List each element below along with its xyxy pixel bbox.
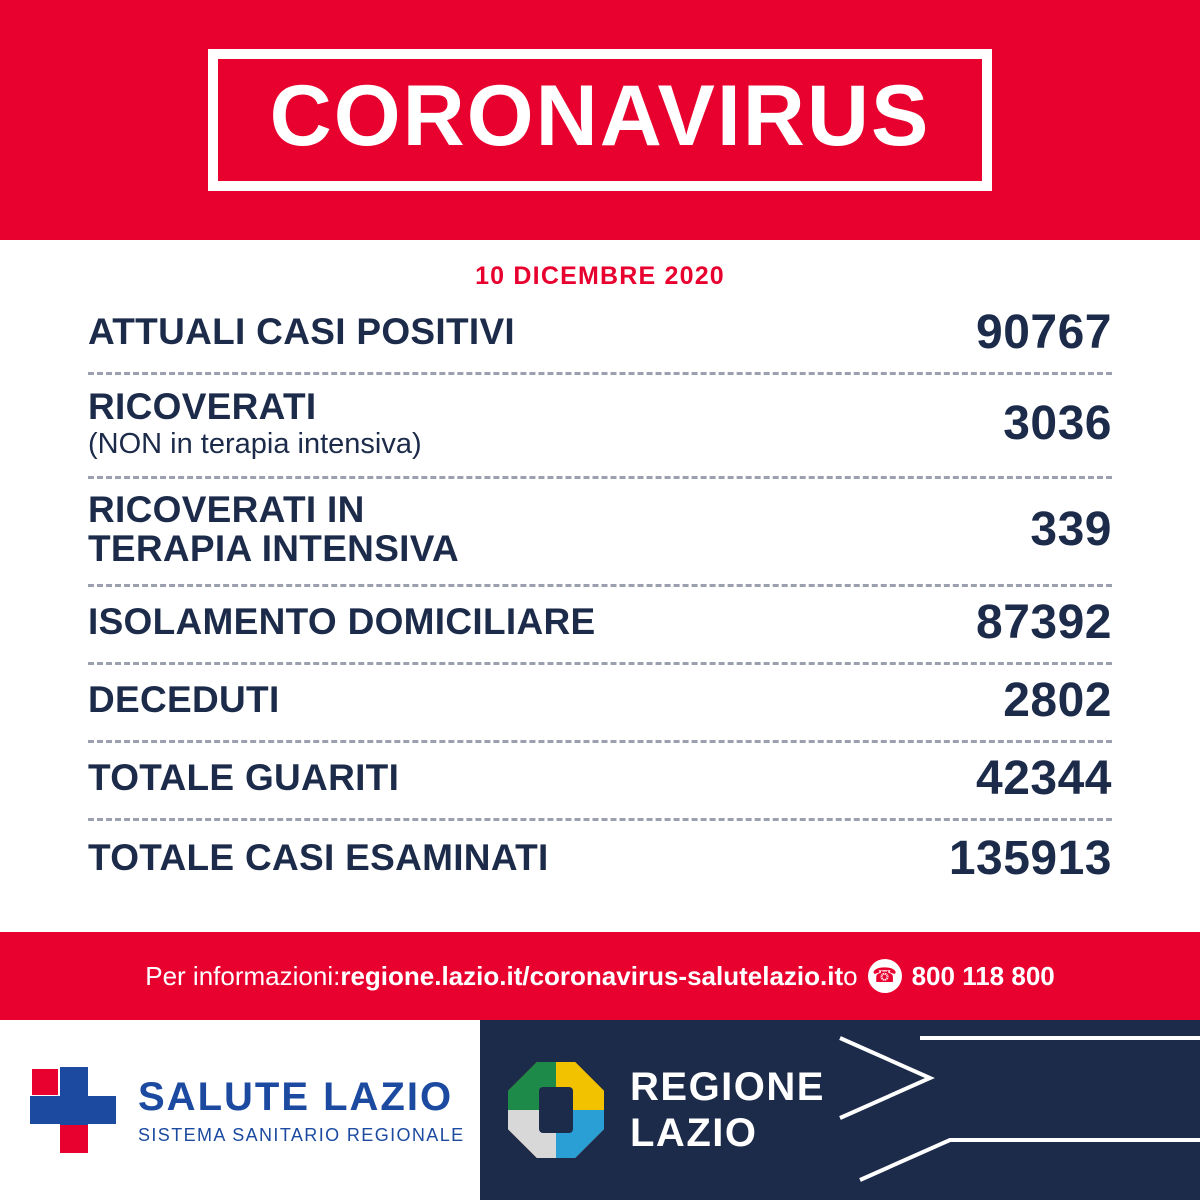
row-label-sub: (NON in terapia intensiva) xyxy=(88,427,422,460)
info-phone-number[interactable]: 800 118 800 xyxy=(911,960,1055,991)
table-row xyxy=(88,821,1112,899)
info-bar xyxy=(0,932,1200,1020)
regione-lazio-logo-block xyxy=(480,1020,1200,1200)
regione-lazio-emblem-icon xyxy=(508,1062,604,1158)
table-row xyxy=(88,743,1112,821)
row-value: 87392 xyxy=(976,596,1112,649)
footer xyxy=(0,1020,1200,1200)
row-value: 135913 xyxy=(948,831,1112,885)
row-label-line2: TERAPIA INTENSIVA xyxy=(88,527,460,569)
table-row xyxy=(88,375,1112,479)
regione-lazio-line2: LAZIO xyxy=(630,1111,758,1155)
chevron-decoration-icon xyxy=(800,1020,1200,1200)
report-date: 10 DICEMBRE 2020 xyxy=(475,262,725,290)
table-row xyxy=(88,479,1112,587)
table-row xyxy=(88,665,1112,743)
info-separator: - xyxy=(678,960,688,991)
salute-lazio-text xyxy=(138,1075,465,1146)
row-label: ISOLAMENTO DOMICILIARE xyxy=(88,601,596,643)
row-label-main: RICOVERATI xyxy=(88,385,317,427)
salute-lazio-title: SALUTE LAZIO xyxy=(138,1074,454,1119)
info-prefix: Per informazioni: xyxy=(145,960,341,991)
row-label: TOTALE CASI ESAMINATI xyxy=(88,836,549,878)
row-value: 339 xyxy=(1030,503,1112,556)
phone-icon: ☎ xyxy=(868,959,902,993)
row-label: DECEDUTI xyxy=(88,679,280,721)
row-value: 42344 xyxy=(976,752,1112,805)
info-conjunction: o xyxy=(843,960,858,991)
salute-lazio-logo-block xyxy=(0,1020,480,1200)
page-title: CORONAVIRUS xyxy=(269,68,931,164)
table-row xyxy=(88,297,1112,375)
row-label xyxy=(88,385,422,460)
header-banner xyxy=(0,0,1200,240)
row-label: TOTALE GUARITI xyxy=(88,757,400,799)
date-bar xyxy=(0,240,1200,297)
row-value: 3036 xyxy=(1003,397,1112,450)
row-label-line1: RICOVERATI IN xyxy=(88,488,365,530)
regione-lazio-text xyxy=(630,1064,825,1156)
stats-table xyxy=(0,297,1200,932)
table-row xyxy=(88,587,1112,665)
regione-lazio-line1: REGIONE xyxy=(630,1065,825,1109)
header-title-box xyxy=(208,49,993,191)
row-label: ATTUALI CASI POSITIVI xyxy=(88,311,516,353)
info-link-salute[interactable]: salutelazio.it xyxy=(687,960,844,991)
salute-lazio-subtitle: SISTEMA SANITARIO REGIONALE xyxy=(138,1124,465,1145)
row-value: 2802 xyxy=(1003,674,1112,727)
row-label xyxy=(88,488,460,569)
info-link-regione[interactable]: regione.lazio.it/coronavirus xyxy=(340,960,679,991)
medical-cross-icon xyxy=(30,1067,116,1153)
row-value: 90767 xyxy=(976,306,1112,359)
